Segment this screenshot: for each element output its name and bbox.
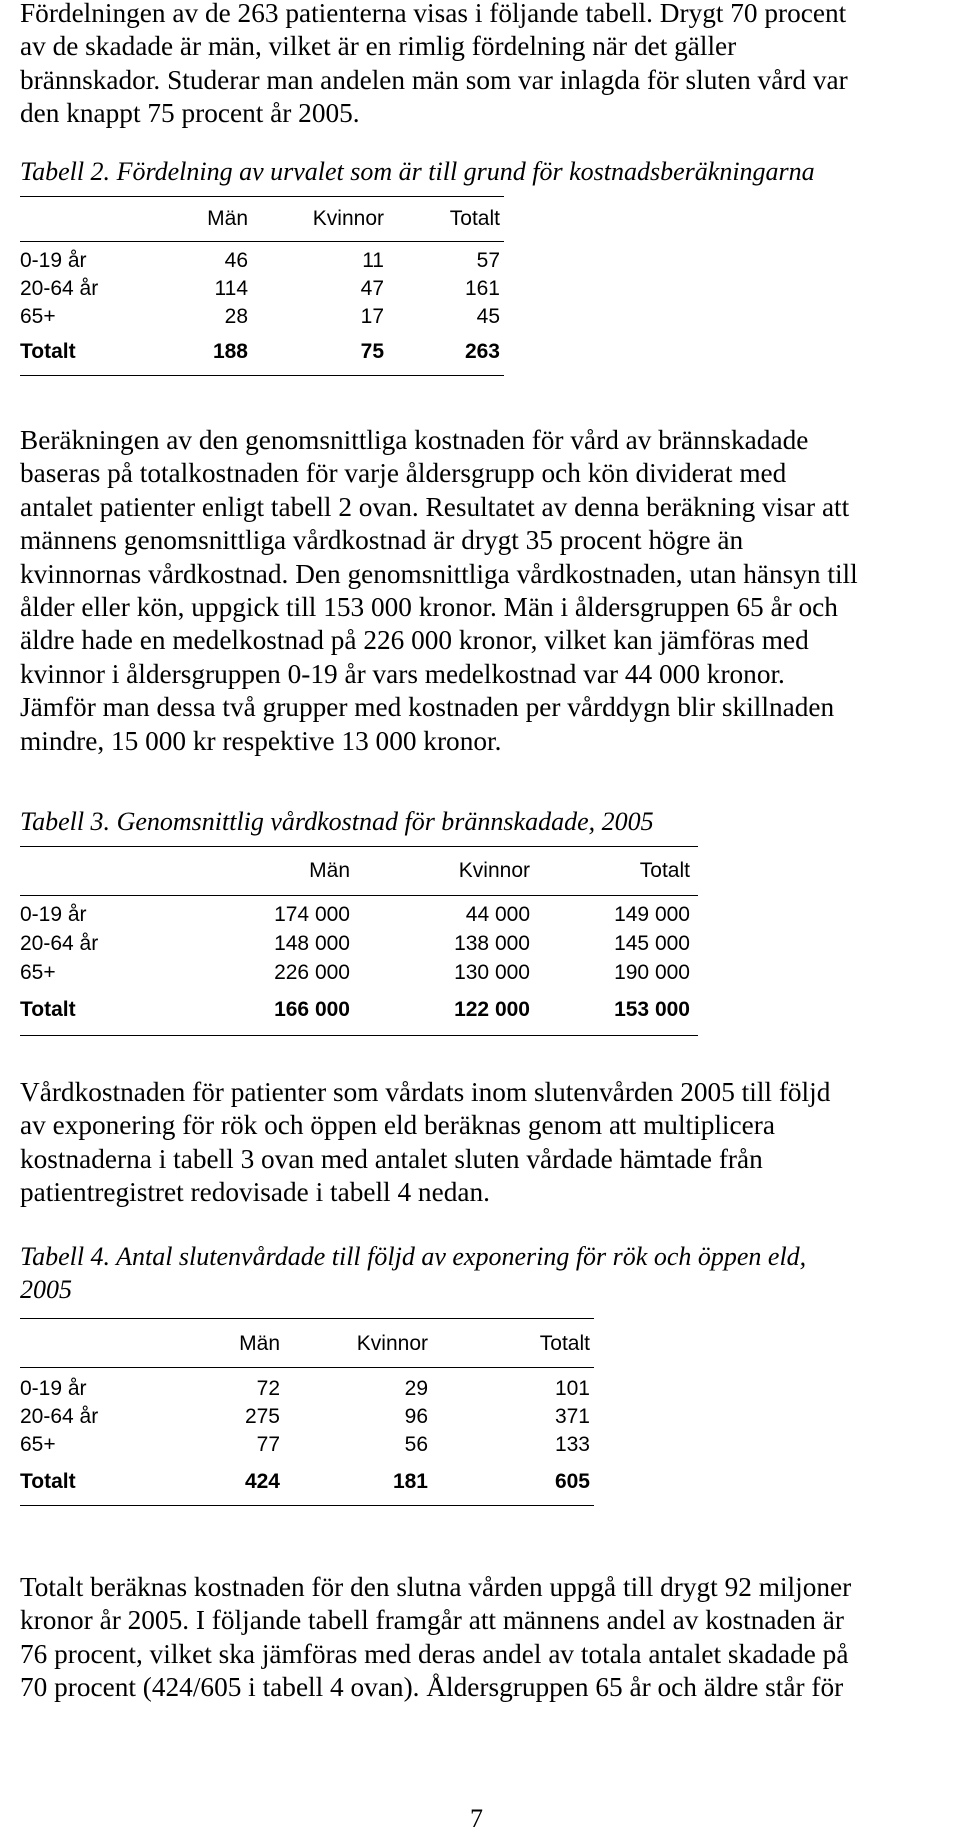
table-total-row: [20, 997, 698, 1023]
text-line: 70 procent (424/605 i tabell 4 ovan). Åldersgruppen 65 år och äldre står för: [20, 1672, 844, 1703]
table-rule-bottom: [20, 1035, 698, 1036]
cell-men: 174 000: [274, 903, 350, 926]
column-header-total: Totalt: [539, 1332, 590, 1355]
cell-women: 75: [360, 340, 384, 363]
text-line: kvinnornas vårdkostnad. Den genomsnittliga vårdkostnaden, utan hänsyn till: [20, 558, 858, 589]
cell-men: 77: [256, 1433, 280, 1456]
cell-men: 166 000: [274, 998, 350, 1021]
cell-men: 28: [224, 305, 248, 328]
cell-men: 424: [244, 1470, 280, 1493]
table-row: [20, 276, 504, 302]
text-line: kostnaderna i tabell 3 ovan med antalet sluten vårdade hämtade från: [20, 1143, 763, 1174]
cell-total: 145 000: [614, 932, 690, 955]
cell-men: 226 000: [274, 961, 350, 984]
table-rule-top: [20, 196, 504, 197]
cell-women: 44 000: [465, 903, 530, 926]
cell-women: 130 000: [454, 961, 530, 984]
cell-women: 47: [360, 277, 384, 300]
table-row: [20, 931, 698, 957]
cell-total: 190 000: [614, 961, 690, 984]
table-rule-top: [20, 846, 698, 847]
text-line: äldre hade en medelkostnad på 226 000 kronor, vilket kan jämföras med: [20, 625, 809, 656]
page-number: 7: [470, 1804, 483, 1833]
text-line: patientregistret redovisade i tabell 4 nedan.: [20, 1177, 490, 1208]
cell-total: 161: [464, 277, 500, 300]
table-total-row: [20, 339, 504, 365]
text-line: männens genomsnittliga vårdkostnad är drygt 35 procent högre än: [20, 525, 744, 556]
table-total-row: [20, 1469, 594, 1495]
cell-total: 153 000: [614, 998, 690, 1021]
table-row: [20, 248, 504, 274]
table-2-caption-number: Tabell 2.: [20, 157, 111, 186]
cell-total: 605: [554, 1470, 590, 1493]
table-4-caption-line: [20, 1240, 806, 1273]
table-4-caption-number: Tabell 4.: [20, 1242, 111, 1271]
paragraph-intro: [20, 0, 848, 131]
table-row: [20, 1376, 594, 1402]
cell-women: 29: [404, 1377, 428, 1400]
column-header-men: Män: [309, 859, 350, 882]
cell-women: 181: [392, 1470, 428, 1493]
row-label: 20-64 år: [20, 932, 99, 955]
column-header-men: Män: [239, 1332, 280, 1355]
paragraph-total-cost: [20, 1571, 851, 1705]
table-header-row: [20, 1331, 594, 1357]
row-label: 0-19 år: [20, 903, 87, 926]
row-label: Totalt: [20, 1470, 76, 1493]
table-row: [20, 304, 504, 330]
text-line: baseras på totalkostnaden för varje åldersgrupp och kön dividerat med: [20, 458, 787, 489]
cell-total: 133: [554, 1433, 590, 1456]
cell-women: 122 000: [454, 998, 530, 1021]
row-label: 20-64 år: [20, 1405, 99, 1428]
text-line: ålder eller kön, uppgick till 153 000 kronor. Män i åldersgruppen 65 år och: [20, 592, 838, 623]
text-line: den knappt 75 procent år 2005.: [20, 98, 360, 129]
table-row: [20, 960, 698, 986]
cell-total: 45: [476, 305, 500, 328]
cell-total: 263: [464, 340, 500, 363]
table-2-caption: [20, 155, 815, 188]
cell-women: 56: [404, 1433, 428, 1456]
row-label: 0-19 år: [20, 1377, 87, 1400]
text-line: kvinnor i åldersgruppen 0-19 år vars medelkostnad var 44 000 kronor.: [20, 658, 785, 689]
cell-women: 138 000: [454, 932, 530, 955]
row-label: Totalt: [20, 340, 76, 363]
text-line: 76 procent, vilket ska jämföras med deras andel av totala antalet skadade på: [20, 1638, 849, 1669]
table-header-row: [20, 206, 504, 232]
paragraph-inpatient-cost: [20, 1076, 830, 1210]
table-4-caption-year: 2005: [20, 1275, 72, 1304]
table-row: [20, 1404, 594, 1430]
column-header-total: Totalt: [449, 207, 500, 230]
text-line: kronor år 2005. I följande tabell framgår att männens andel av kostnaden är: [20, 1605, 844, 1636]
cell-women: 96: [404, 1405, 428, 1428]
column-header-women: Kvinnor: [458, 859, 530, 882]
table-4-caption: [20, 1240, 806, 1306]
table-rule-bottom: [20, 1505, 594, 1506]
table-rule-header: [20, 241, 504, 242]
text-line: Jämför man dessa två grupper med kostnaden per vårddygn blir skillnaden: [20, 692, 835, 723]
cell-total: 57: [476, 249, 500, 272]
cell-women: 11: [362, 249, 384, 272]
column-header-total: Totalt: [639, 859, 690, 882]
row-label: 65+: [20, 1433, 56, 1456]
column-header-women: Kvinnor: [312, 207, 384, 230]
row-label: 65+: [20, 961, 56, 984]
cell-total: 371: [554, 1405, 590, 1428]
cell-men: 46: [224, 249, 248, 272]
table-row: [20, 902, 698, 928]
cell-women: 17: [360, 305, 384, 328]
table-3-caption-number: Tabell 3.: [20, 807, 111, 836]
row-label: 65+: [20, 305, 56, 328]
table-3-caption-text: Genomsnittlig vårdkostnad för brännskadade, 2005: [116, 807, 654, 836]
text-line: antalet patienter enligt tabell 2 ovan. Resultatet av denna beräkning visar att: [20, 491, 850, 522]
table-rule-bottom: [20, 375, 504, 376]
cell-men: 275: [244, 1405, 280, 1428]
table-3-caption: [20, 805, 654, 838]
cell-men: 114: [214, 277, 248, 300]
cell-men: 148 000: [274, 932, 350, 955]
table-rule-top: [20, 1318, 594, 1319]
table-rule-header: [20, 1367, 594, 1368]
text-line: av de skadade är män, vilket är en rimlig fördelning när det gäller: [20, 31, 737, 62]
table-4-caption-text: Antal slutenvårdade till följd av exponering för rök och öppen eld,: [116, 1242, 807, 1271]
cell-total: 101: [554, 1377, 590, 1400]
table-header-row: [20, 858, 698, 884]
row-label: 0-19 år: [20, 249, 87, 272]
text-line: Totalt beräknas kostnaden för den slutna vården uppgå till drygt 92 miljoner: [20, 1572, 852, 1602]
column-header-men: Män: [207, 207, 248, 230]
paragraph-average-cost: [20, 424, 858, 758]
cell-men: 188: [212, 340, 248, 363]
row-label: 20-64 år: [20, 277, 99, 300]
table-row: [20, 1432, 594, 1458]
column-header-women: Kvinnor: [356, 1332, 428, 1355]
text-line: brännskador. Studerar man andelen män som var inlagda för sluten vård var: [20, 64, 848, 95]
row-label: Totalt: [20, 998, 76, 1021]
text-line: av exponering för rök och öppen eld beräknas genom att multiplicera: [20, 1110, 775, 1141]
cell-total: 149 000: [614, 903, 690, 926]
table-rule-header: [20, 895, 698, 896]
text-line: Beräkningen av den genomsnittliga kostnaden för vård av brännskadade: [20, 425, 809, 455]
cell-men: 72: [256, 1377, 280, 1400]
table-2-caption-text: Fördelning av urvalet som är till grund för kostnadsberäkningarna: [116, 157, 815, 186]
text-line: Fördelningen av de 263 patienterna visas i följande tabell. Drygt 70 procent: [20, 0, 847, 28]
text-line: mindre, 15 000 kr respektive 13 000 kronor.: [20, 725, 502, 756]
text-line: Vårdkostnaden för patienter som vårdats inom slutenvården 2005 till följd: [20, 1077, 831, 1107]
